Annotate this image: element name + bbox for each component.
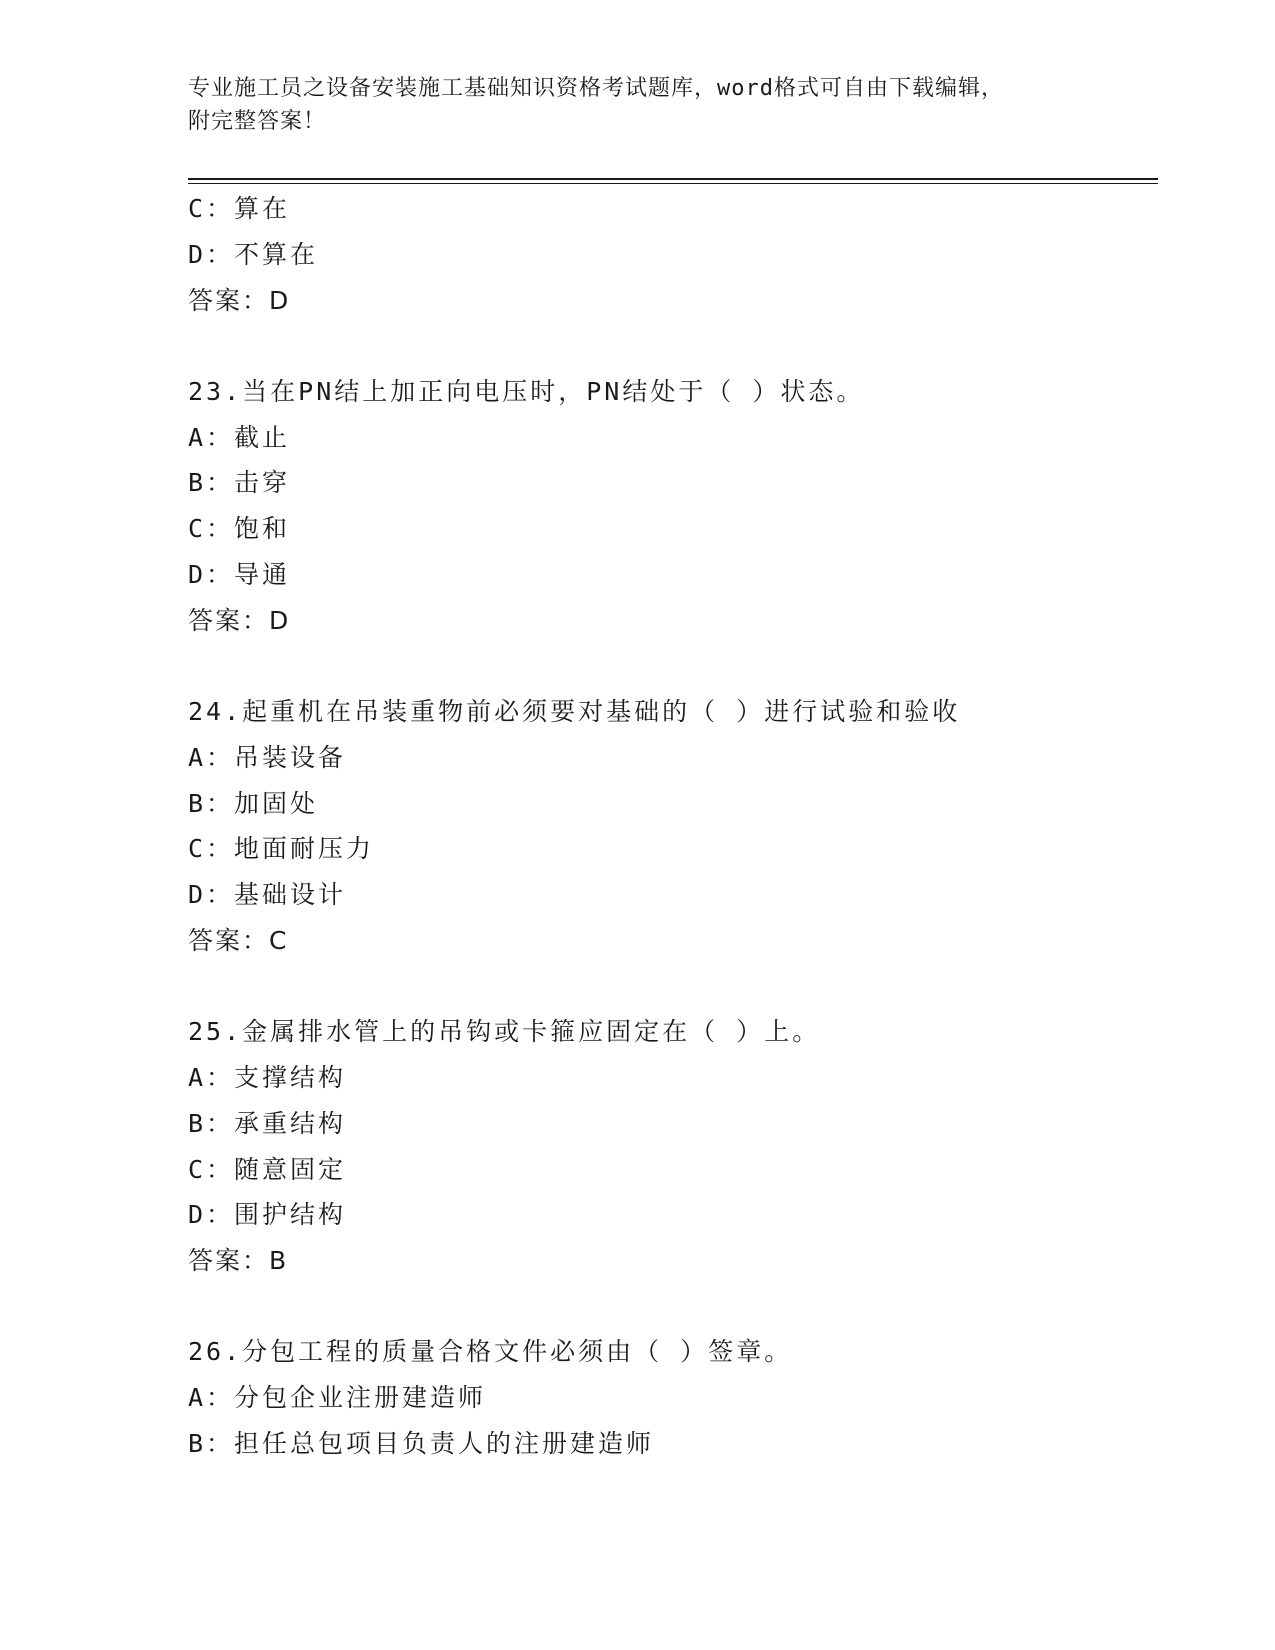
q23-answer: 答案：D bbox=[188, 606, 291, 635]
q26-stem: 26.分包工程的质量合格文件必须由（ ）签章。 bbox=[188, 1337, 793, 1366]
prev-answer: 答案：D bbox=[188, 286, 291, 315]
q25-stem: 25.金属排水管上的吊钩或卡箍应固定在（ ）上。 bbox=[188, 1017, 821, 1046]
q25-option-a: A：支撑结构 bbox=[188, 1063, 347, 1092]
q26-option-b: B：担任总包项目负责人的注册建造师 bbox=[188, 1429, 655, 1458]
q24-option-c: C：地面耐压力 bbox=[188, 834, 375, 863]
q24-option-b: B：加固处 bbox=[188, 789, 319, 818]
prev-option-c: C：算在 bbox=[188, 194, 291, 223]
q26-option-a: A：分包企业注册建造师 bbox=[188, 1383, 487, 1412]
q23-option-d: D：导通 bbox=[188, 560, 291, 589]
q24-answer: 答案：C bbox=[188, 926, 289, 955]
q23-stem: 23.当在PN结上加正向电压时，PN结处于（ ）状态。 bbox=[188, 377, 865, 406]
q23-option-a: A：截止 bbox=[188, 423, 291, 452]
q24-option-d: D：基础设计 bbox=[188, 880, 347, 909]
header-divider-thick bbox=[188, 178, 1158, 180]
document-header bbox=[188, 72, 1088, 138]
header-divider-thin bbox=[188, 183, 1158, 184]
q23-option-b: B：击穿 bbox=[188, 468, 291, 497]
q23-option-c: C：饱和 bbox=[188, 514, 291, 543]
header-line-1: 专业施工员之设备安装施工基础知识资格考试题库，word格式可自由下载编辑， bbox=[188, 76, 1004, 101]
q25-option-b: B：承重结构 bbox=[188, 1109, 347, 1138]
q25-option-c: C：随意固定 bbox=[188, 1155, 347, 1184]
q25-answer: 答案：B bbox=[188, 1246, 289, 1275]
q24-option-a: A：吊装设备 bbox=[188, 743, 347, 772]
q24-stem: 24.起重机在吊装重物前必须要对基础的（ ）进行试验和验收 bbox=[188, 697, 961, 726]
prev-option-d: D：不算在 bbox=[188, 240, 319, 269]
header-line-2: 附完整答案！ bbox=[188, 109, 327, 134]
q25-option-d: D：围护结构 bbox=[188, 1200, 347, 1229]
